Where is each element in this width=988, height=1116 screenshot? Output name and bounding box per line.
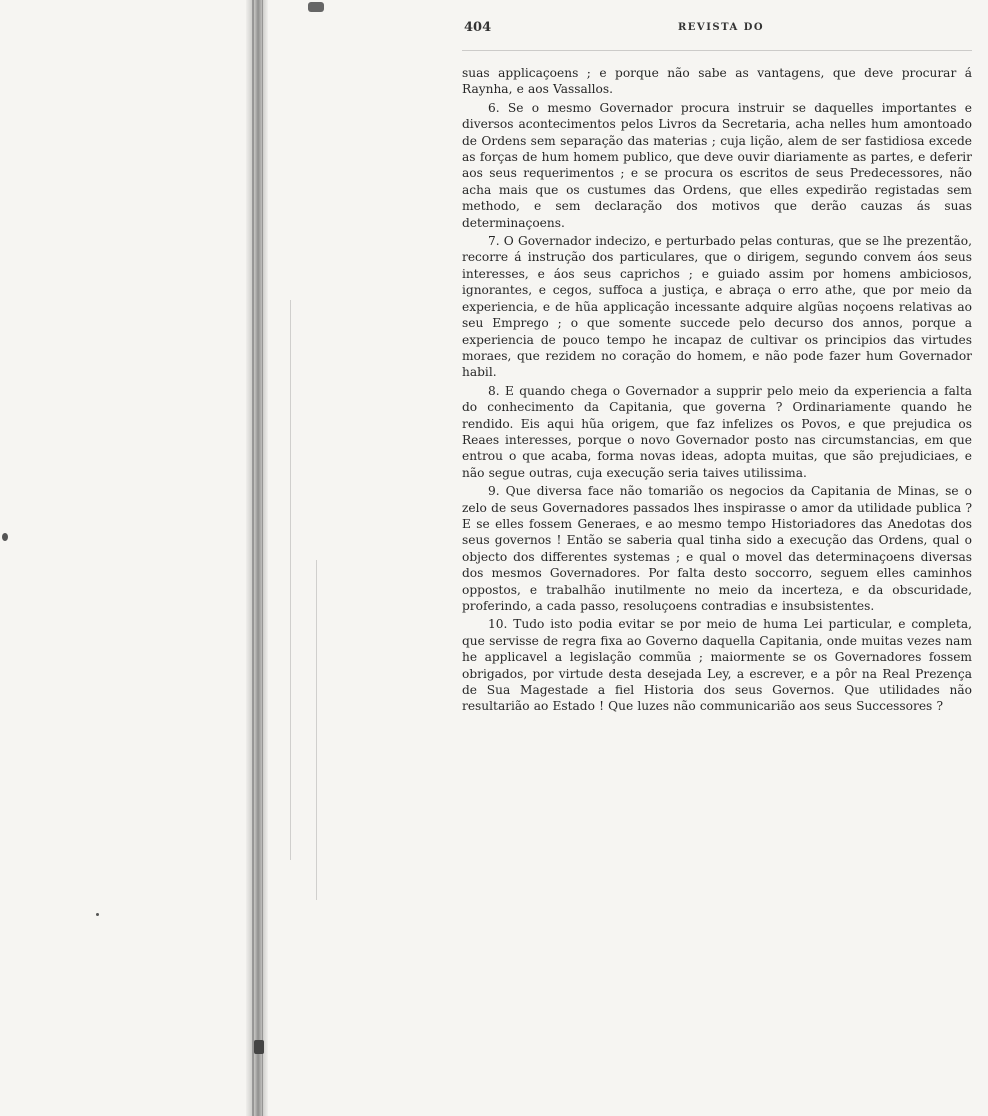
scan-speck-1	[2, 533, 8, 541]
paragraph-9: 9. Que diversa face não tomarião os negocios da Capitania de Minas, se o zelo de seus Governadores passados lhes inspirasse o amor da utilidade publica ? E se elles fossem Generaes, e ao mesmo tempo Historiadores das Anedotas dos seus governos ! Então se saberia qual tinha sido a execução das Ordens, qual o objecto dos differentes systemas ; e qual o movel das determinaçoens diversas dos mesmos Governadores. Por falta desto soccorro, seguem elles caminhos oppostos, e trabalhão inutilmente no meio da incerteza, e da obscuridade, proferindo, a cada passo, resoluçoens contradias e insubsistentes.	[462, 484, 972, 613]
scan-speck-4	[254, 1040, 264, 1054]
paragraph-8: 8. E quando chega o Governador a supprir pelo meio da experiencia a falta do conhecimento da Capitania, que governa ? Ordinariamente quando he rendido. Eis aqui hũa origem, que faz infelizes os Povos, e que prejudica os Reaes interesses, porque o novo Governador posto nas circumstancias, em que entrou o que acaba, forma novas ideas, adopta muitas, que são prejudiciaes, e não segue outras, cuja execução seria taives utilissima.	[462, 383, 972, 480]
header-rule	[462, 50, 972, 51]
paragraph-6: 6. Se o mesmo Governador procura instruir se daquelles importantes e diversos acontecimentos pelos Livros da Secretaria, acha nelles hum amontoado de Ordens sem separação das materias ; cuja lição, alem de ser fastidiosa excede as forças de hum homem publico, que deve ouvir diariamente as partes, e deferir aos seus requerimentos ; e se procura os escritos de seus Predecessores, não acha mais que os custumes das Ordens, que elles expedirão registadas sem methodo, e sem declaração dos motivos que derão cauzas ás suas determinaçoens.	[462, 100, 972, 230]
paragraph-7: 7. O Governador indecizo, e perturbado pelas conturas, que se lhe prezentão, recorre á instrução dos particulares, que o dirigem, segundo convem áos seus interesses, e áos seus caprichos ; e guiado assim por homens ambiciosos, ignorantes, e cegos, suffoca a justiça, e abraça o erro athe, que por meio da experiencia, e de hũa applicação incessante adquire algũas noçoens relativas ao seu Emprego ; o que somente succede pelo decurso dos annos, porque a experiencia de pouco tempo he incapaz de cultivar os principios das virtudes moraes, que rezidem no coração do homem, e não pode fazer hum Governador habil.	[462, 234, 972, 380]
book-page	[462, 14, 972, 717]
scan-speck-2	[308, 2, 324, 12]
gutter-line-2	[262, 0, 263, 1116]
paragraph-continuation: suas applicaçoens ; e porque não sabe as vantagens, que deve procurar á Raynha, e aos Vassallos.	[462, 66, 972, 97]
spine-shadow	[246, 0, 268, 1116]
running-head	[462, 14, 972, 40]
gutter-line-1	[252, 0, 254, 1116]
running-title: REVISTA DO	[678, 22, 765, 33]
gutter-line-4	[316, 560, 317, 900]
page-number: 404	[464, 20, 492, 35]
gutter-line-3	[290, 300, 291, 860]
paragraph-10: 10. Tudo isto podia evitar se por meio de huma Lei particular, e completa, que servisse de regra fixa ao Governo daquella Capitania, onde muitas vezes nam he applicavel a legislação commũa ; maiormente se os Governadores fossem obrigados, por virtude desta desejada Ley, a escrever, e a pôr na Real Prezença de Sua Magestade a fiel Historia dos seus Governos. Que utilidades não resultarião ao Estado ! Que luzes não communicarião aos seus Successores ?	[462, 617, 972, 714]
body-text	[462, 65, 972, 715]
scan-speck-3	[96, 913, 99, 916]
book-gutter	[0, 0, 440, 1116]
